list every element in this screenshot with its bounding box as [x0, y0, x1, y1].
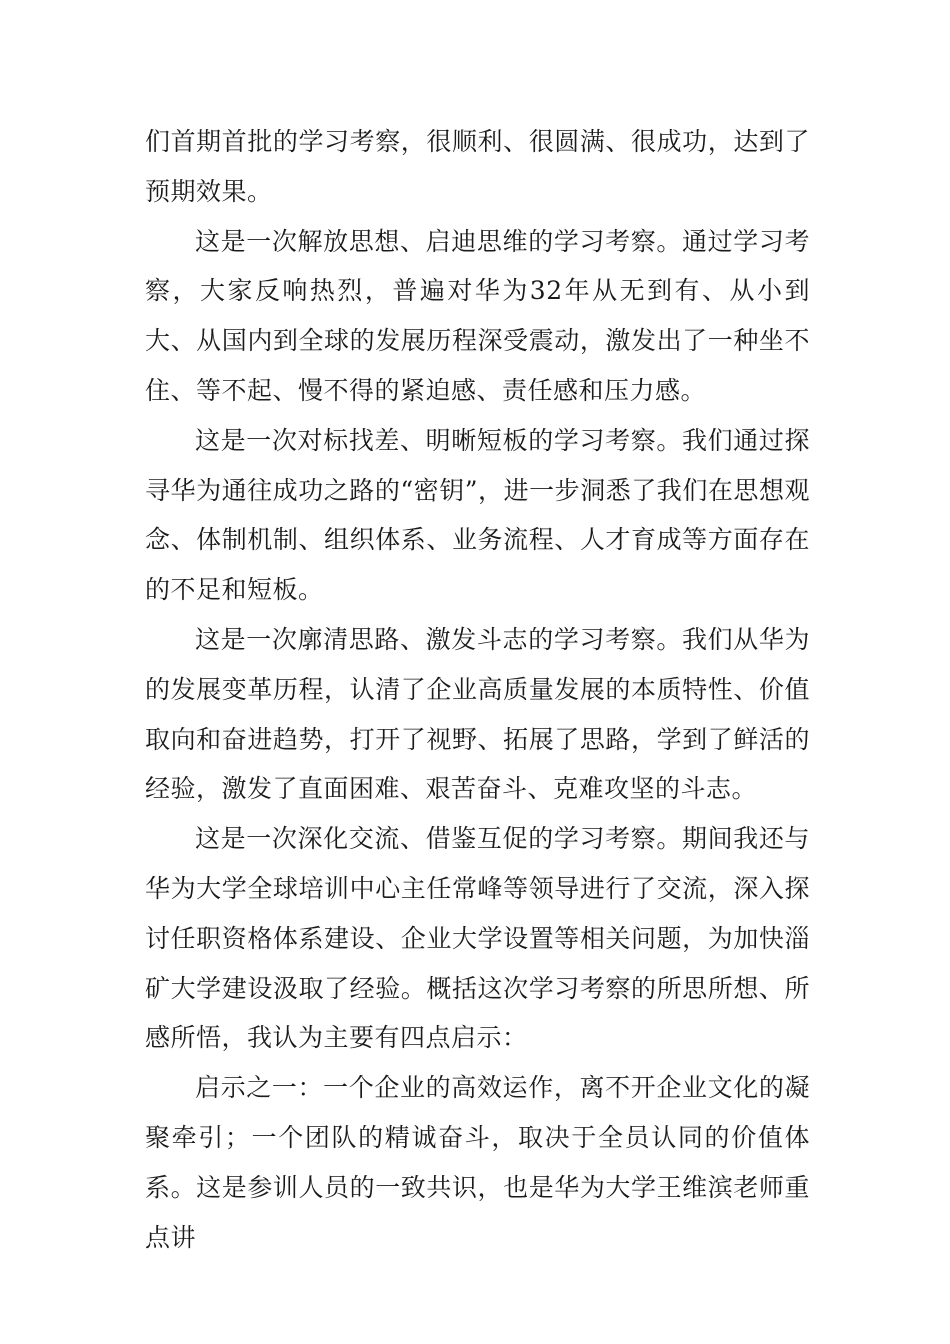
paragraph-continuation: 们首期首批的学习考察，很顺利、很圆满、很成功，达到了预期效果。 — [145, 127, 810, 206]
paragraph-clarify-ideas: 这是一次廓清思路、激发斗志的学习考察。我们从华为的发展变革历程，认清了企业高质量发展的本质特性、价值取向和奋进趋势，打开了视野、拓展了思路，学到了鲜活的经验，激发了直面困难、艰苦奋斗、克难攻坚的斗志。 — [145, 624, 810, 804]
document-body — [145, 117, 810, 1262]
paragraph-insight-one: 启示之一：一个企业的高效运作，离不开企业文化的凝聚牵引；一个团队的精诚奋斗，取决于全员认同的价值体系。这是参训人员的一致共识，也是华为大学王维滨老师重点讲 — [145, 1073, 810, 1252]
paragraph-liberate-thinking: 这是一次解放思想、启迪思维的学习考察。通过学习考察，大家反响热烈，普遍对华为32年从无到有、从小到大、从国内到全球的发展历程深受震动，激发出了一种坐不住、等不起、慢不得的紧迫感、责任感和压力感。 — [145, 226, 810, 405]
paragraph-deepen-exchange: 这是一次深化交流、借鉴互促的学习考察。期间我还与华为大学全球培训中心主任常峰等领导进行了交流，深入探讨任职资格体系建设、企业大学设置等相关问题，为加快淄矿大学建设汲取了经验。概括这次学习考察的所思所想、所感所悟，我认为主要有四点启示： — [145, 824, 810, 1053]
paragraph-benchmark-gaps: 这是一次对标找差、明晰短板的学习考察。我们通过探寻华为通往成功之路的“密钥”，进一步洞悉了我们在思想观念、体制机制、组织体系、业务流程、人才育成等方面存在的不足和短板。 — [145, 425, 810, 605]
